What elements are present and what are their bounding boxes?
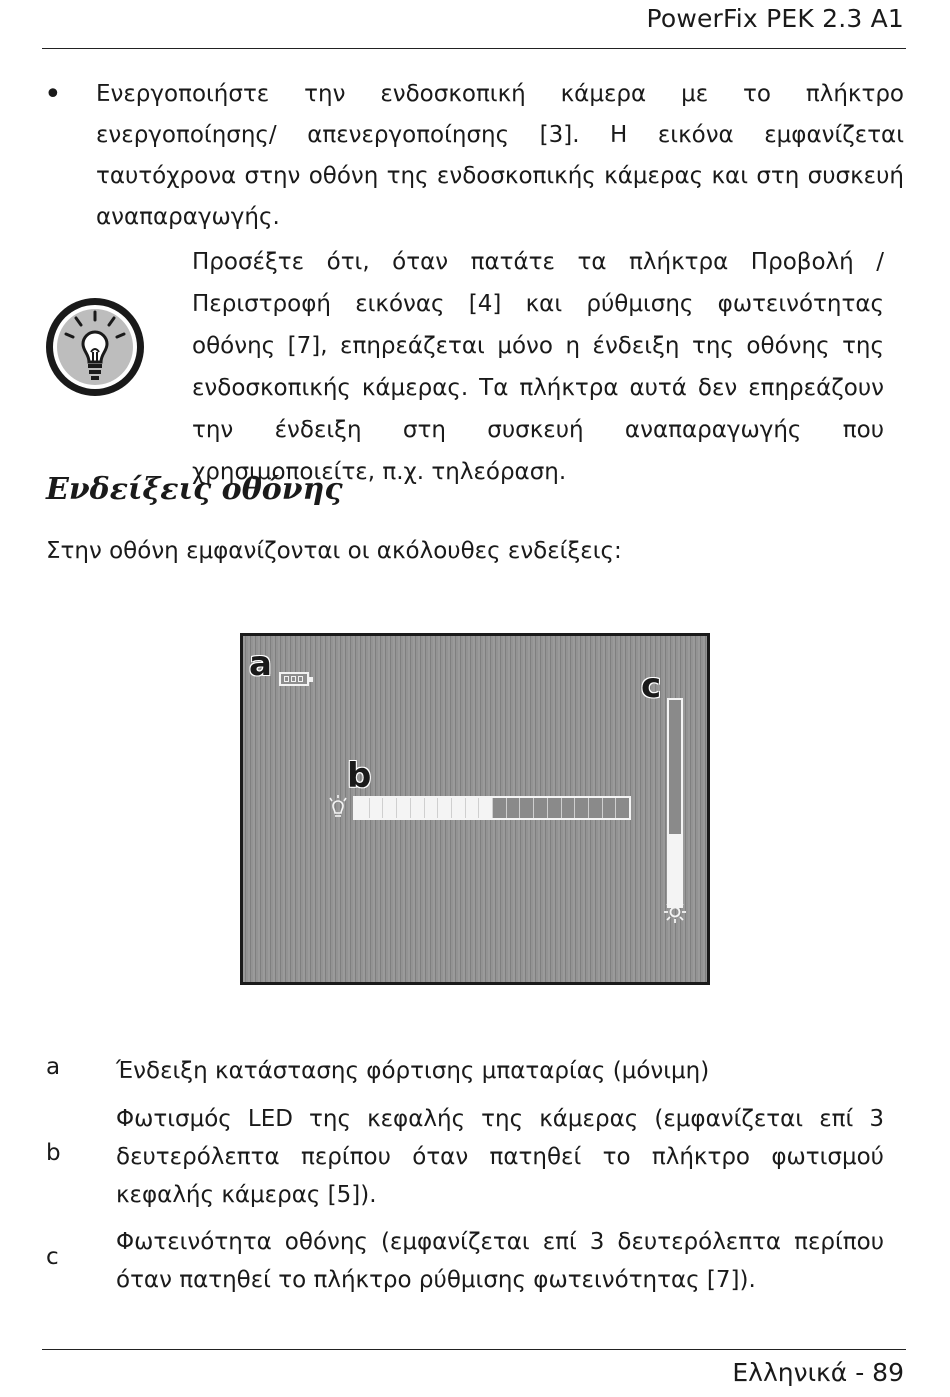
footer-rule xyxy=(42,1349,906,1350)
screen-label-c: c xyxy=(641,666,662,706)
led-bar-segment xyxy=(533,798,534,818)
footer-page-label: Ελληνικά - 89 xyxy=(732,1358,904,1387)
camera-screen-illustration xyxy=(240,633,710,985)
legend-text-b: Φωτισμός LED της κεφαλής της κάμερας (εμφανίζεται επί 3 δευτερόλεπτα περίπου όταν πατηθεί το πλήκτρο φωτισμού κεφαλής κάμερας [5]). xyxy=(116,1106,884,1208)
led-bar-segment xyxy=(382,798,383,818)
led-bar-segment xyxy=(424,798,425,818)
led-bar-segment xyxy=(574,798,575,818)
legend-letter-b: b xyxy=(46,1140,61,1166)
header-rule xyxy=(42,48,906,49)
led-level-bar xyxy=(353,796,631,820)
led-bar-segment xyxy=(492,798,493,818)
brightness-level-bar xyxy=(667,698,683,908)
led-bar-segment xyxy=(602,798,603,818)
led-bar-segment xyxy=(519,798,520,818)
battery-icon xyxy=(279,672,309,686)
led-bar-segment xyxy=(506,798,507,818)
led-bar-segment xyxy=(465,798,466,818)
legend-text-a: Ένδειξη κατάστασης φόρτισης μπαταρίας (μόνιμη) xyxy=(116,1058,710,1084)
section-intro: Στην οθόνη εμφανίζονται οι ακόλουθες ενδείξεις: xyxy=(46,538,622,564)
led-bar-segment xyxy=(396,798,397,818)
led-bar-segment xyxy=(451,798,452,818)
brightness-level-fill xyxy=(669,834,681,906)
led-bar-segment xyxy=(547,798,548,818)
screen-label-a: a xyxy=(249,644,272,684)
led-bar-segment xyxy=(410,798,411,818)
led-bar-segment xyxy=(478,798,479,818)
led-bar-segment xyxy=(615,798,616,818)
led-bar-segment xyxy=(588,798,589,818)
header-title: PowerFix PEK 2.3 A1 xyxy=(646,4,904,33)
led-bar-segment xyxy=(561,798,562,818)
note-paragraph: Προσέξτε ότι, όταν πατάτε τα πλήκτρα Προβολή / Περιστροφή εικόνας [4] και ρύθμισης φωτεινότητας οθόνης [7], επηρεάζεται μόνο η ένδειξη της οθόνης της ενδοσκοπικής κάμερας. Τα πλήκτρα αυτά δεν επηρεάζουν την ένδειξη στη συσκευή αναπαραγωγής που χρησιμοποιείτε, π.χ. τηλεόραση. xyxy=(192,249,884,485)
led-bar-segment xyxy=(437,798,438,818)
legend-letter-a: a xyxy=(46,1054,61,1080)
lightbulb-tip-icon xyxy=(44,296,146,398)
led-bulb-icon xyxy=(327,794,349,820)
screen-label-b: b xyxy=(347,756,372,796)
led-bar-segment xyxy=(369,798,370,818)
sun-brightness-icon xyxy=(663,900,687,924)
section-heading: Ενδείξεις οθόνης xyxy=(46,472,343,507)
legend-text-c: Φωτεινότητα οθόνης (εμφανίζεται επί 3 δευτερόλεπτα περίπου όταν πατηθεί το πλήκτρο ρύθμισης φωτεινότητας [7]). xyxy=(116,1229,884,1293)
bullet-marker: • xyxy=(44,77,62,112)
legend-letter-c: c xyxy=(46,1244,59,1270)
bullet-paragraph: Ενεργοποιήστε την ενδοσκοπική κάμερα με το πλήκτρο ενεργοποίησης/ απενεργοποίησης [3]. Η εικόνα εμφανίζεται ταυτόχρονα στην οθόνη της ενδοσκοπικής κάμερας και στη συσκευή αναπαραγωγής. xyxy=(96,81,904,230)
